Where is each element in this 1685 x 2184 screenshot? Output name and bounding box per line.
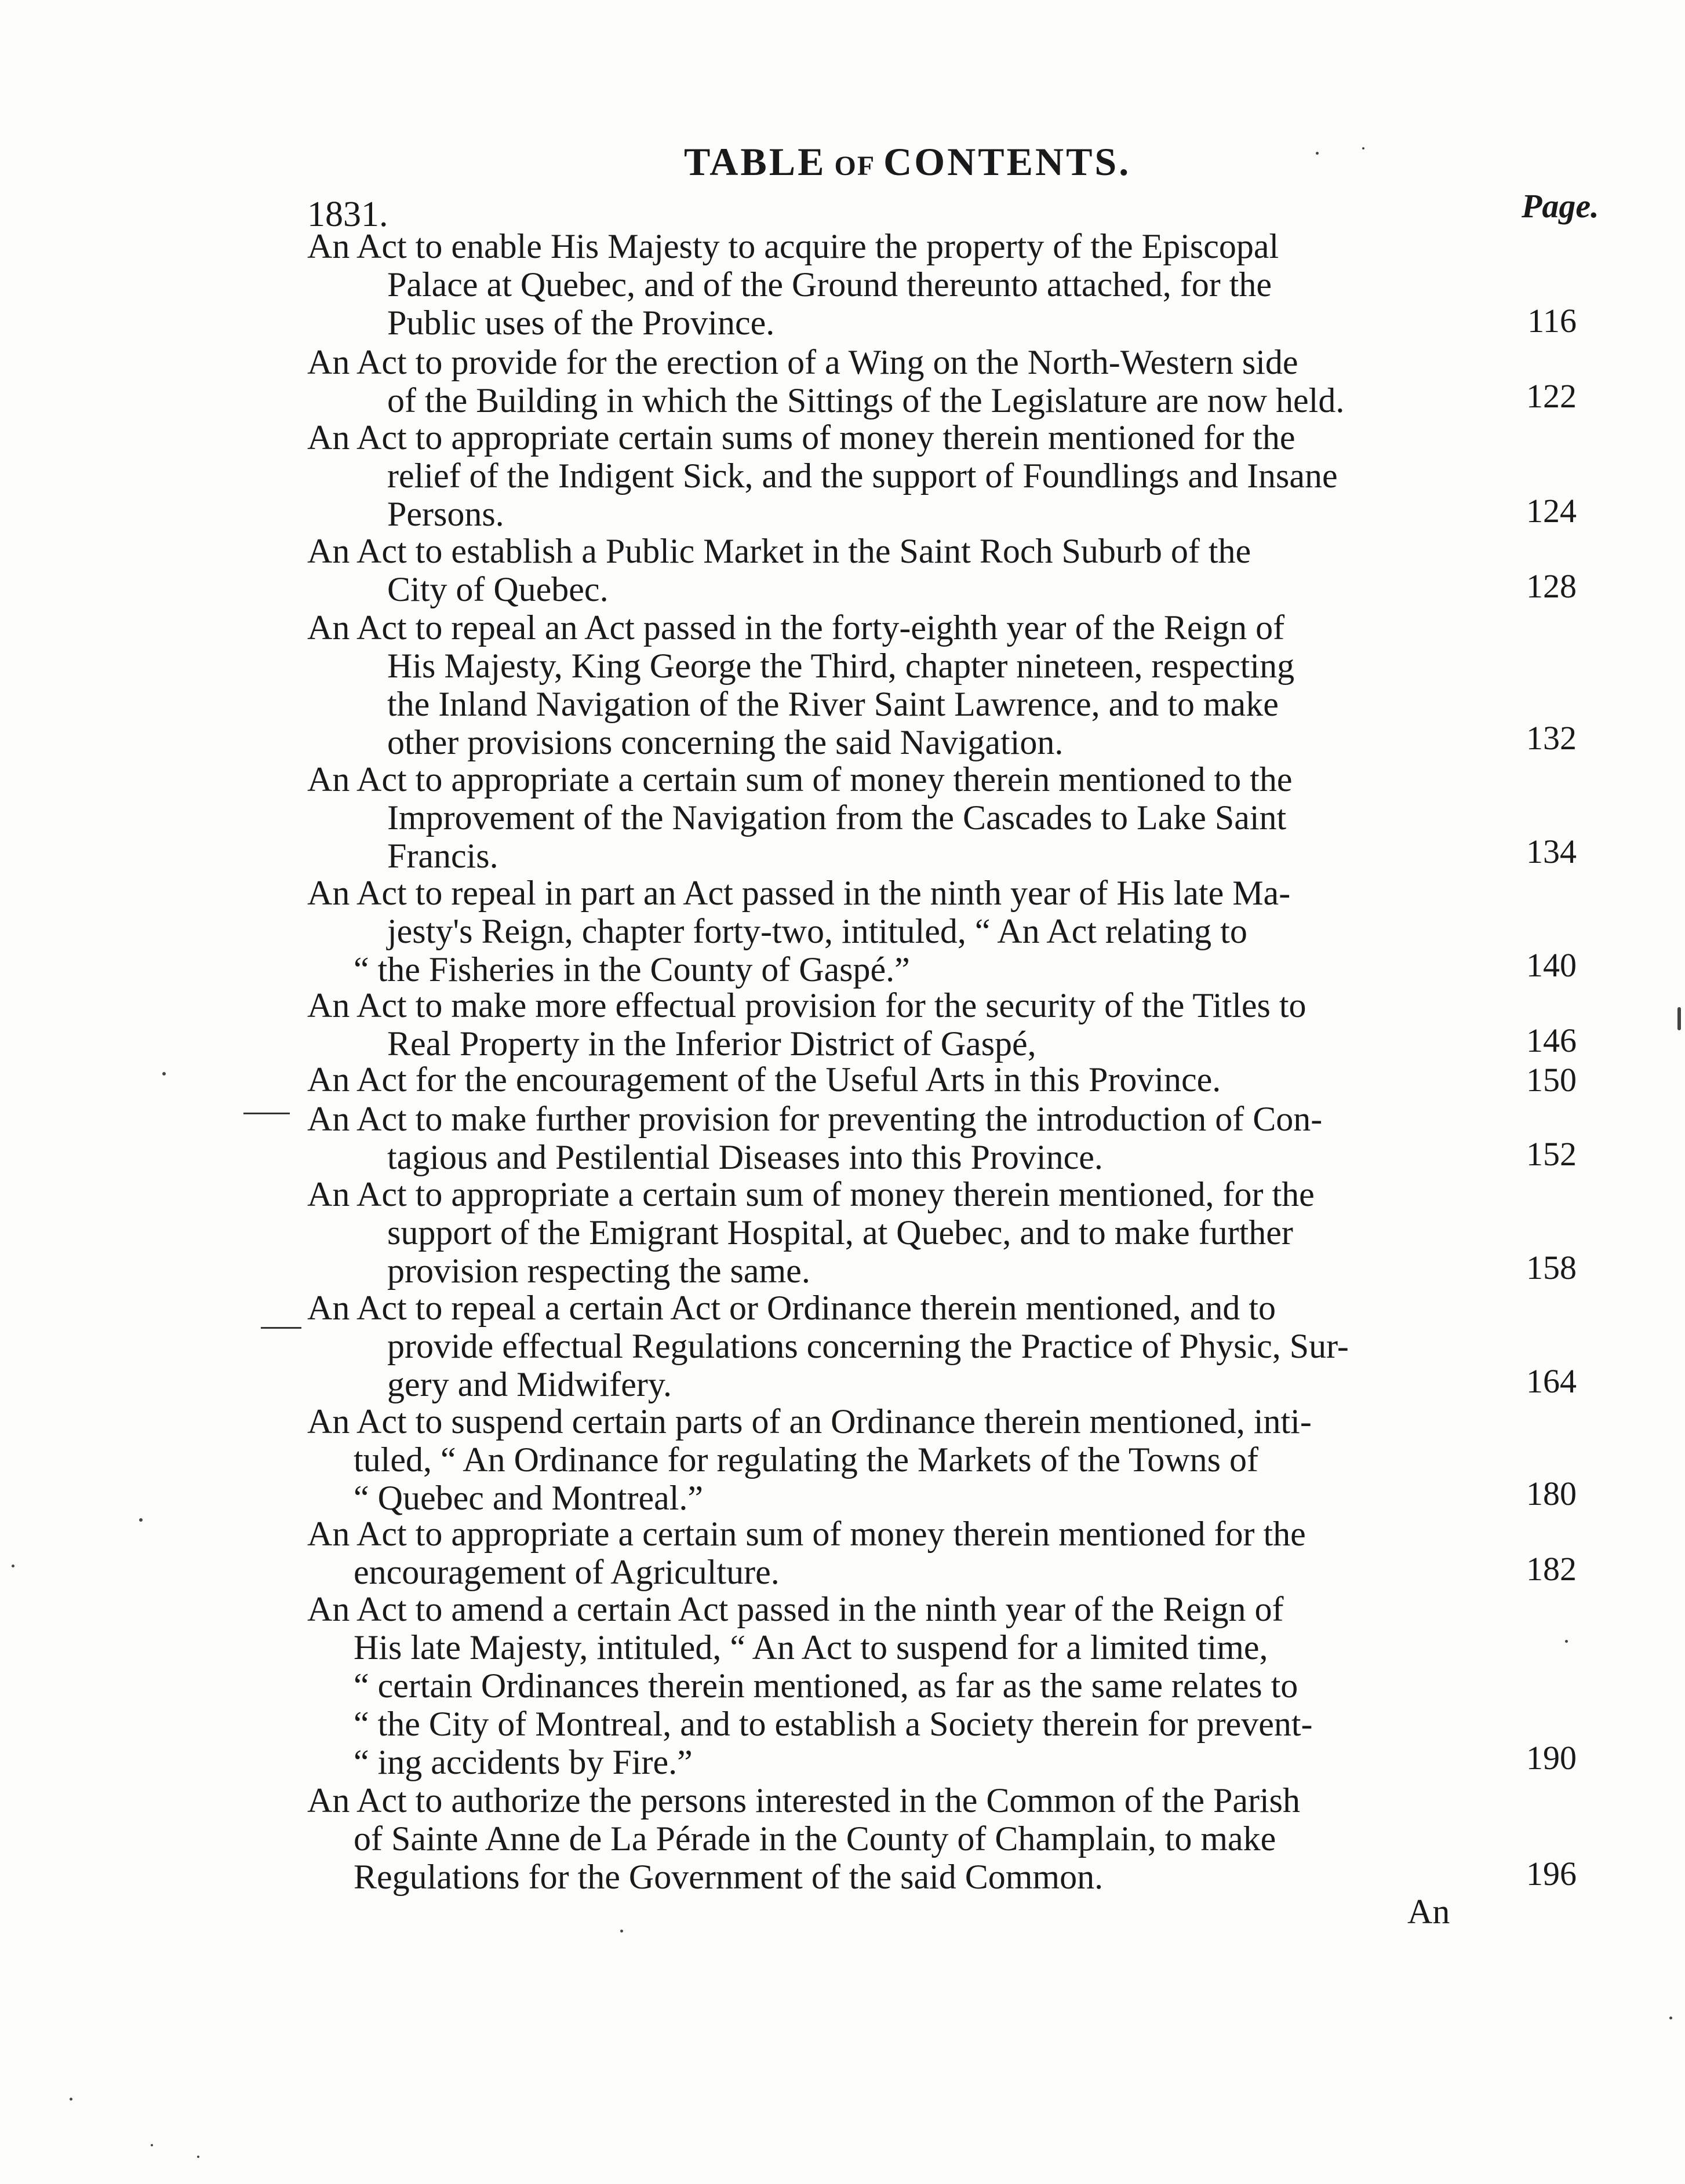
toc-entry <box>307 1590 1524 1781</box>
entry-line: An Act to appropriate a certain sum of money therein mentioned to the <box>307 760 1293 799</box>
entry-line: An Act to enable His Majesty to acquire the property of the Episcopal <box>307 227 1279 265</box>
entry-line: An Act to amend a certain Act passed in the ninth year of the Reign of <box>307 1590 1284 1628</box>
toc-entry <box>307 1781 1524 1896</box>
scan-speck <box>1362 147 1364 150</box>
page-number: 134 <box>1526 833 1577 870</box>
page-number: 152 <box>1526 1135 1577 1173</box>
scan-speck <box>151 2144 153 2146</box>
entry-line: provide effectual Regulations concerning the Practice of Physic, Sur- <box>387 1327 1349 1365</box>
scan-speck <box>1316 152 1319 155</box>
page-number: 164 <box>1526 1362 1577 1400</box>
entry-line: Real Property in the Inferior District of Gaspé, <box>387 1024 1036 1063</box>
entry-line: tagious and Pestilential Diseases into this Province. <box>387 1138 1103 1176</box>
entry-line: jesty's Reign, chapter forty-two, intituled, “ An Act relating to <box>387 912 1247 950</box>
page-column-header: Page. <box>1522 187 1599 225</box>
entry-line: An Act to authorize the persons interested in the Common of the Parish <box>307 1781 1300 1820</box>
entry-line: Public uses of the Province. <box>387 304 775 342</box>
toc-entry <box>307 986 1524 1063</box>
page-number: 158 <box>1526 1249 1577 1286</box>
scan-speck <box>1677 1007 1681 1030</box>
page-number: 190 <box>1526 1739 1577 1777</box>
scan-speck <box>1565 1640 1568 1643</box>
entry-line: relief of the Indigent Sick, and the support of Foundlings and Insane <box>387 457 1338 495</box>
title-of: OF <box>834 151 876 181</box>
page-number: 116 <box>1527 302 1577 340</box>
entry-line: An Act to repeal an Act passed in the forty-eighth year of the Reign of <box>307 608 1285 647</box>
entry-line: Palace at Quebec, and of the Ground thereunto attached, for the <box>387 265 1272 304</box>
toc-entry <box>307 1289 1524 1403</box>
entry-line: of Sainte Anne de La Pérade in the County of Champlain, to make <box>354 1820 1276 1858</box>
entry-line: An Act to repeal in part an Act passed in the ninth year of His late Ma- <box>307 874 1291 912</box>
toc-entry <box>307 227 1524 342</box>
entry-line: the Inland Navigation of the River Saint Lawrence, and to make <box>387 685 1279 723</box>
toc-entry <box>307 1100 1524 1176</box>
entry-line: provision respecting the same. <box>387 1252 810 1290</box>
toc-entry <box>307 1175 1524 1290</box>
entry-line: An Act to make further provision for preventing the introduction of Con- <box>307 1100 1323 1138</box>
entry-line: Persons. <box>387 495 504 533</box>
page-number: 182 <box>1526 1550 1577 1588</box>
scan-speck <box>197 2156 199 2158</box>
entry-line: support of the Emigrant Hospital, at Quebec, and to make further <box>387 1213 1293 1252</box>
page-number: 146 <box>1526 1022 1577 1059</box>
toc-entry <box>307 874 1524 989</box>
page-number: 150 <box>1526 1061 1577 1099</box>
entry-line: His late Majesty, intituled, “ An Act to suspend for a limited time, <box>354 1628 1268 1667</box>
page-number: 196 <box>1526 1855 1577 1893</box>
toc-entry <box>307 1060 1524 1099</box>
entry-line: “ the City of Montreal, and to establish a Society therein for prevent- <box>354 1705 1313 1743</box>
entry-line: An Act to provide for the erection of a Wing on the North-Western side <box>307 343 1298 381</box>
entry-line: City of Quebec. <box>387 570 609 608</box>
page-number: 124 <box>1526 492 1577 530</box>
entry-line: An Act to establish a Public Market in the Saint Roch Suburb of the <box>307 532 1251 570</box>
scan-speck <box>162 1072 166 1075</box>
entry-line: “ ing accidents by Fire.” <box>354 1743 693 1781</box>
entry-line: Improvement of the Navigation from the Cascades to Lake Saint <box>387 799 1287 837</box>
entry-line: An Act to make more effectual provision for the security of the Titles to <box>307 986 1306 1024</box>
entry-line: “ certain Ordinances therein mentioned, as far as the same relates to <box>354 1667 1298 1705</box>
entry-line: Francis. <box>387 837 498 875</box>
entry-line: other provisions concerning the said Navigation. <box>387 723 1064 761</box>
scan-speck <box>12 1565 14 1567</box>
margin-dash <box>243 1113 290 1114</box>
entry-line: encouragement of Agriculture. <box>354 1553 780 1591</box>
scan-speck <box>70 2098 72 2101</box>
page-number: 128 <box>1526 567 1577 605</box>
page-number: 140 <box>1526 946 1577 984</box>
year-heading: 1831. <box>307 195 388 234</box>
entry-line: His Majesty, King George the Third, chapter nineteen, respecting <box>387 647 1295 685</box>
entry-line: An Act to appropriate a certain sum of money therein mentioned for the <box>307 1515 1306 1553</box>
entry-line: tuled, “ An Ordinance for regulating the Markets of the Towns of <box>354 1441 1258 1479</box>
entry-line: “ Quebec and Montreal.” <box>354 1479 704 1517</box>
entry-line: An Act to repeal a certain Act or Ordinance therein mentioned, and to <box>307 1289 1276 1327</box>
toc-entry <box>307 418 1524 533</box>
title-table: TABLE <box>684 140 827 184</box>
scan-speck <box>620 1930 623 1933</box>
toc-entry <box>307 343 1524 420</box>
entry-line: gery and Midwifery. <box>387 1365 672 1403</box>
toc-entry <box>307 608 1524 761</box>
toc-entry <box>307 1402 1524 1517</box>
entry-line: An Act to appropriate a certain sum of money therein mentioned, for the <box>307 1175 1315 1213</box>
entry-line: “ the Fisheries in the County of Gaspé.” <box>354 950 910 989</box>
page-number: 122 <box>1526 377 1577 415</box>
entry-line: An Act for the encouragement of the Useful Arts in this Province. <box>307 1060 1221 1099</box>
margin-dash <box>261 1327 301 1329</box>
page-title <box>684 139 1131 185</box>
entry-line: of the Building in which the Sittings of the Legislature are now held. <box>387 381 1345 420</box>
page-number: 180 <box>1526 1475 1577 1512</box>
entry-line: An Act to appropriate certain sums of money therein mentioned for the <box>307 418 1295 457</box>
title-contents: CONTENTS. <box>883 140 1131 184</box>
catchword: An <box>1407 1893 1450 1931</box>
scan-speck <box>1669 2017 1672 2019</box>
entry-line: An Act to suspend certain parts of an Ordinance therein mentioned, inti- <box>307 1402 1312 1441</box>
toc-entry <box>307 1515 1524 1591</box>
scan-speck <box>139 1518 143 1522</box>
toc-entry <box>307 760 1524 875</box>
toc-entry <box>307 532 1524 608</box>
entry-line: Regulations for the Government of the said Common. <box>354 1858 1104 1896</box>
page-number: 132 <box>1526 719 1577 757</box>
